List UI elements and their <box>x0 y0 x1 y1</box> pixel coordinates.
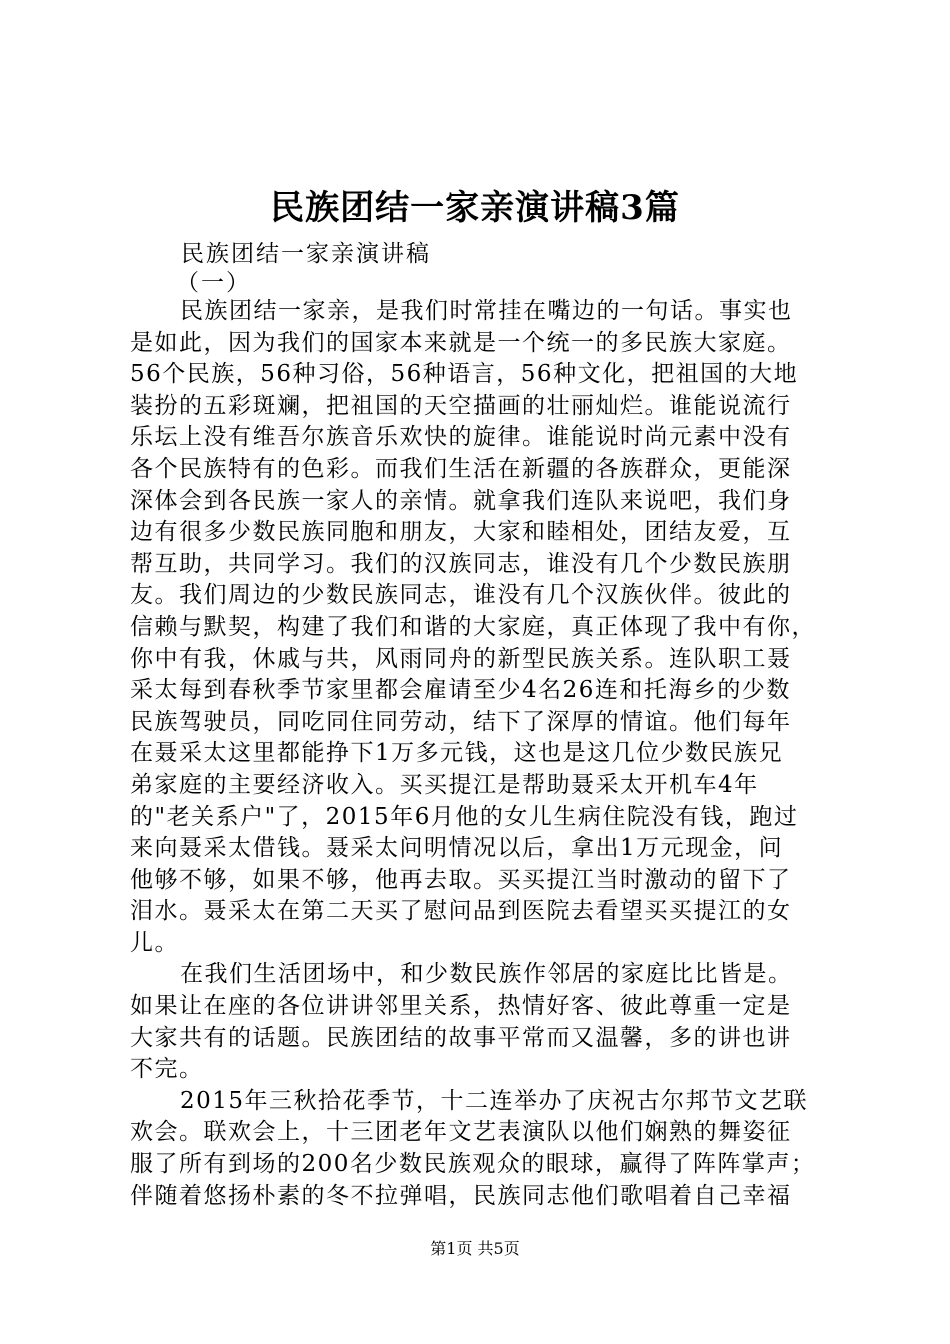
paragraph-line: 服了所有到场的200名少数民族观众的眼球，赢得了阵阵掌声； <box>130 1151 816 1178</box>
paragraph-line: 民族驾驶员，同吃同住同劳动，结下了深厚的情谊。他们每年 <box>130 708 792 735</box>
paragraph-line: 泪水。聂采太在第二天买了慰问品到医院去看望买买提江的女 <box>130 898 792 925</box>
paragraph-line: 信赖与默契，构建了我们和谐的大家庭，真正体现了我中有你， <box>130 613 816 640</box>
paragraph-line: 帮互助，共同学习。我们的汉族同志，谁没有几个少数民族朋 <box>130 550 792 577</box>
paragraph-line: 不完。 <box>130 1056 204 1083</box>
document-subtitle: 民族团结一家亲演讲稿 <box>181 241 431 267</box>
document-title: 民族团结一家亲演讲稿3篇 <box>270 188 680 228</box>
paragraph-line: 在我们生活团场中，和少数民族作邻居的家庭比比皆是。 <box>180 961 793 988</box>
paragraph-line: 边有很多少数民族同胞和朋友，大家和睦相处，团结友爱，互 <box>130 519 792 546</box>
paragraph-line: 弟家庭的主要经济收入。买买提江是帮助聂采太开机车4年 <box>130 771 759 798</box>
paragraph-line: 大家共有的话题。民族团结的故事平常而又温馨，多的讲也讲 <box>130 1024 792 1051</box>
paragraph-line: 你中有我，休戚与共，风雨同舟的新型民族关系。连队职工聂 <box>130 645 792 672</box>
paragraph-line: 各个民族特有的色彩。而我们生活在新疆的各族群众，更能深 <box>130 455 792 482</box>
paragraph-line: 欢会。联欢会上，十三团老年文艺表演队以他们娴熟的舞姿征 <box>130 1119 792 1146</box>
part-label: （一） <box>176 270 251 296</box>
paragraph-line: 民族团结一家亲，是我们时常挂在嘴边的一句话。事实也 <box>180 298 793 324</box>
paragraph-1 <box>130 296 830 959</box>
paragraph-line: 乐坛上没有维吾尔族音乐欢快的旋律。谁能说时尚元素中没有 <box>130 424 792 451</box>
paragraph-line: 采太每到春秋季节家里都会雇请至少4名26连和托海乡的少数 <box>130 677 791 704</box>
paragraph-line: 伴随着悠扬朴素的冬不拉弹唱，民族同志他们歌唱着自己幸福 <box>130 1182 792 1209</box>
paragraph-line: 如果让在座的各位讲讲邻里关系，热情好客、彼此尊重一定是 <box>130 993 792 1020</box>
paragraph-line: 儿。 <box>130 929 179 956</box>
paragraph-line: 友。我们周边的少数民族同志，谁没有几个汉族伙伴。彼此的 <box>130 582 792 609</box>
paragraph-line: 装扮的五彩斑斓，把祖国的天空描画的壮丽灿烂。谁能说流行 <box>130 392 792 419</box>
paragraph-line: 2015年三秋拾花季节，十二连举办了庆祝古尔邦节文艺联 <box>180 1087 809 1114</box>
document-body <box>130 296 830 1212</box>
paragraph-line: 深体会到各民族一家人的亲情。就拿我们连队来说吧，我们身 <box>130 487 792 514</box>
paragraph-line: 的"老关系户"了，2015年6月他的女儿生病住院没有钱，跑过 <box>130 803 799 830</box>
paragraph-line: 56个民族，56种习俗，56种语言，56种文化，把祖国的大地 <box>130 361 799 388</box>
paragraph-2 <box>130 959 830 1085</box>
paragraph-line: 来向聂采太借钱。聂采太问明情况以后，拿出1万元现金，问 <box>130 835 784 862</box>
page-footer: 第1页 共5页 <box>430 1239 520 1258</box>
paragraph-line: 他够不够，如果不够，他再去取。买买提江当时激动的留下了 <box>130 866 792 893</box>
paragraph-line: 在聂采太这里都能挣下1万多元钱，这也是这几位少数民族兄 <box>130 740 784 767</box>
paragraph-line: 是如此，因为我们的国家本来就是一个统一的多民族大家庭。 <box>130 329 792 356</box>
paragraph-3 <box>130 1086 830 1212</box>
